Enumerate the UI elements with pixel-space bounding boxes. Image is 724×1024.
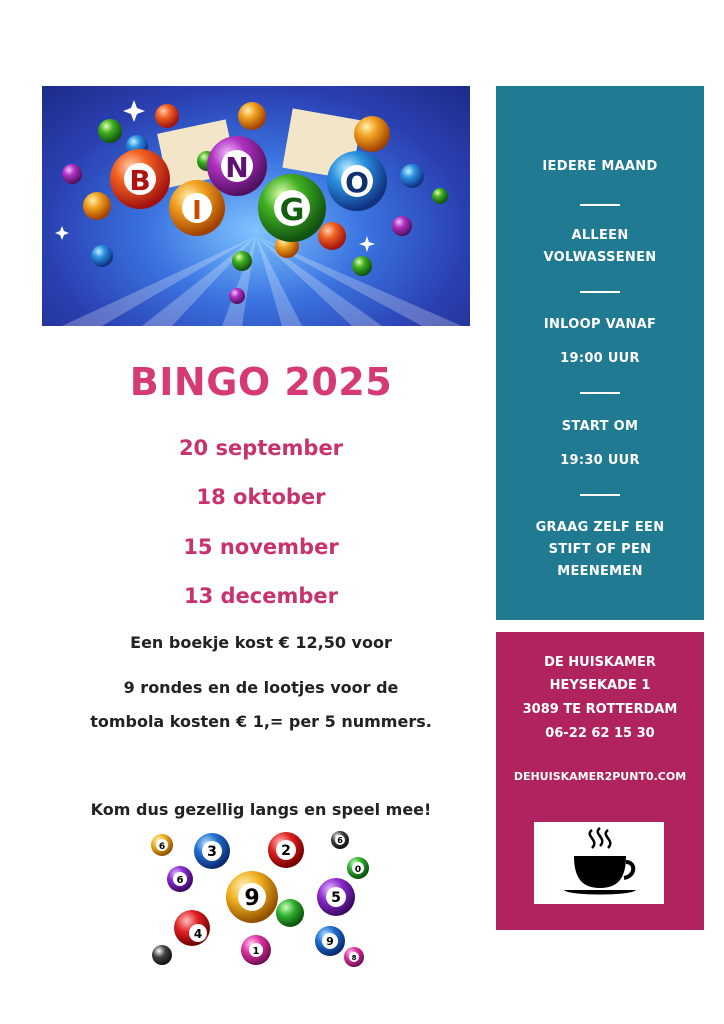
venue-logo <box>534 822 664 904</box>
banner-letter-o: O <box>345 166 369 199</box>
ball-number: 6 <box>337 836 343 845</box>
ball-number: 2 <box>281 843 291 859</box>
price-info-line: Een boekje kost € 12,50 voor <box>130 633 392 652</box>
price-info-line: tombola kosten € 1,= per 5 nummers. <box>90 712 432 731</box>
banner-letter-n: N <box>225 151 249 184</box>
venue-name: DE HUISKAMER <box>544 655 656 670</box>
ball-number: 8 <box>351 954 357 962</box>
venue-phone: 06-22 62 15 30 <box>545 726 655 741</box>
ball-number: 6 <box>158 842 166 852</box>
schedule-line: START OM <box>561 419 639 434</box>
schedule-line: INLOOP VANAF <box>543 317 657 332</box>
venue-city: 3089 TE ROTTERDAM <box>522 702 678 717</box>
schedule-line: VOLWASSENEN <box>543 250 657 265</box>
page-title: BINGO 2025 <box>129 360 393 404</box>
ball-number: 6 <box>176 875 184 886</box>
banner-letter-i: I <box>192 196 202 226</box>
ball-number: 9 <box>326 935 334 948</box>
ball-number: 5 <box>331 890 341 906</box>
ball-number: 1 <box>252 946 260 957</box>
schedule-line: 19:00 UUR <box>560 351 640 366</box>
event-date: 18 oktober <box>196 485 326 509</box>
divider <box>580 291 620 293</box>
divider <box>580 204 620 206</box>
schedule-line: MEENEMEN <box>557 564 643 579</box>
call-to-action: Kom dus gezellig langs en speel mee! <box>90 800 432 819</box>
ball-number: 4 <box>193 927 203 941</box>
schedule-line: IEDERE MAAND <box>542 159 658 174</box>
price-info-line: 9 rondes en de lootjes voor de <box>123 678 399 697</box>
event-date: 15 november <box>183 535 339 559</box>
divider <box>580 494 620 496</box>
schedule-panel <box>496 86 704 620</box>
divider <box>580 392 620 394</box>
schedule-line: 19:30 UUR <box>560 453 640 468</box>
event-date: 13 december <box>183 584 338 608</box>
ball-number: 0 <box>354 865 362 875</box>
schedule-line: GRAAG ZELF EEN <box>535 520 665 535</box>
venue-address: HEYSEKADE 1 <box>549 678 651 693</box>
venue-website-link[interactable]: DEHUISKAMER2PUNT0.COM <box>513 770 687 783</box>
venue-panel <box>496 632 704 930</box>
ball-number: 3 <box>207 844 217 860</box>
bingo-balls-illustration <box>140 825 380 975</box>
bingo-banner-image <box>42 86 470 326</box>
event-date: 20 september <box>178 436 344 460</box>
coffee-cup-icon <box>534 822 664 904</box>
schedule-line: ALLEEN <box>571 228 629 243</box>
ball-number: 9 <box>244 886 260 911</box>
schedule-line: STIFT OF PEN <box>548 542 652 557</box>
banner-letter-b: B <box>129 164 151 197</box>
banner-letter-g: G <box>279 193 305 228</box>
